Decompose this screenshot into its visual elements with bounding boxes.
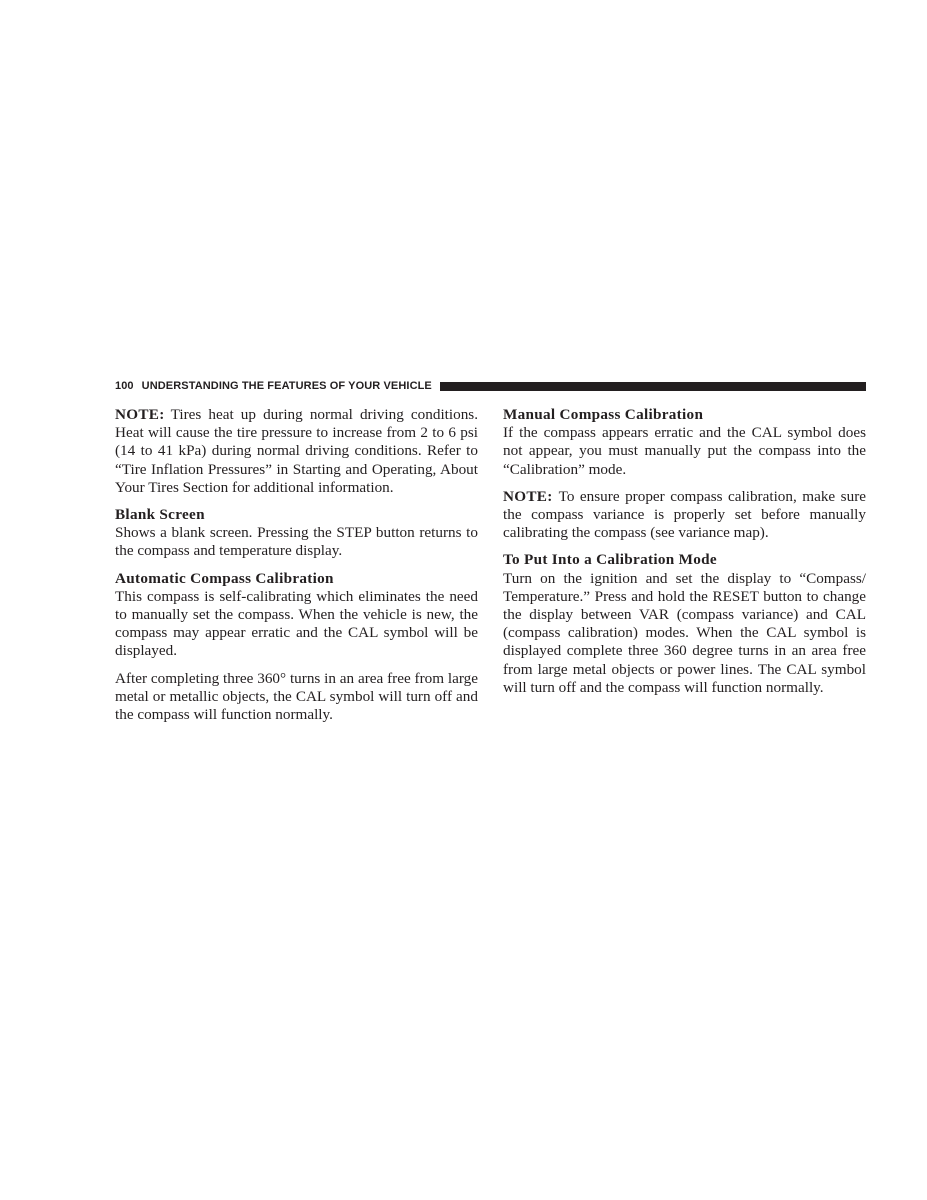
page-number: 100 xyxy=(115,380,134,392)
header-rule xyxy=(440,382,866,391)
running-title: UNDERSTANDING THE FEATURES OF YOUR VEHICLE xyxy=(141,380,432,392)
page-header xyxy=(115,378,866,394)
note-label: NOTE: xyxy=(115,406,165,423)
paragraph-blank-screen: Shows a blank screen. Pressing the STEP button returns to the compass and temperature display. xyxy=(115,524,478,560)
note-text: Tires heat up during normal driving conditions. Heat will cause the tire pressure to increase from 2 to 6 psi (14 to 41 kPa) during normal driving conditions. Refer to “Tire Inflation Pressures” in Starting and Operating, About Your Tires Section for additional information. xyxy=(115,406,478,496)
left-column xyxy=(115,406,478,733)
note-text: To ensure proper compass calibration, make sure the compass variance is properly set before manually calibrating the compass (see variance map). xyxy=(503,487,866,542)
paragraph-automatic-calibration: This compass is self-calibrating which eliminates the need to manually set the compass. When the vehicle is new, the compass may appear erratic and the CAL symbol will be displayed. xyxy=(115,587,478,660)
note-label: NOTE: xyxy=(503,487,553,505)
heading-automatic-calibration: Automatic Compass Calibration xyxy=(115,569,334,587)
note-tire-heat xyxy=(115,406,478,497)
paragraph-calibration-mode: Turn on the ignition and set the display to “Compass/ Temperature.” Press and hold the RESET button to change the display between VAR (compass variance) and CAL (compass calibration) modes. When the CAL symbol is displayed complete three 360 degree turns in an area free from large metal objects or power lines. The CAL symbol will turn off and the compass will function normally. xyxy=(503,569,866,696)
heading-manual-calibration: Manual Compass Calibration xyxy=(503,406,704,423)
paragraph-manual-calibration: If the compass appears erratic and the CAL symbol does not appear, you must manually put the compass into the “Calibration” mode. xyxy=(503,424,866,478)
right-column xyxy=(503,406,866,706)
note-compass-variance xyxy=(503,488,866,543)
heading-blank-screen: Blank Screen xyxy=(115,506,205,524)
heading-calibration-mode: To Put Into a Calibration Mode xyxy=(503,551,717,569)
paragraph-automatic-calibration-turns: After completing three 360° turns in an area free from large metal or metallic objects, the CAL symbol will turn off and the compass will function normally. xyxy=(115,669,478,724)
